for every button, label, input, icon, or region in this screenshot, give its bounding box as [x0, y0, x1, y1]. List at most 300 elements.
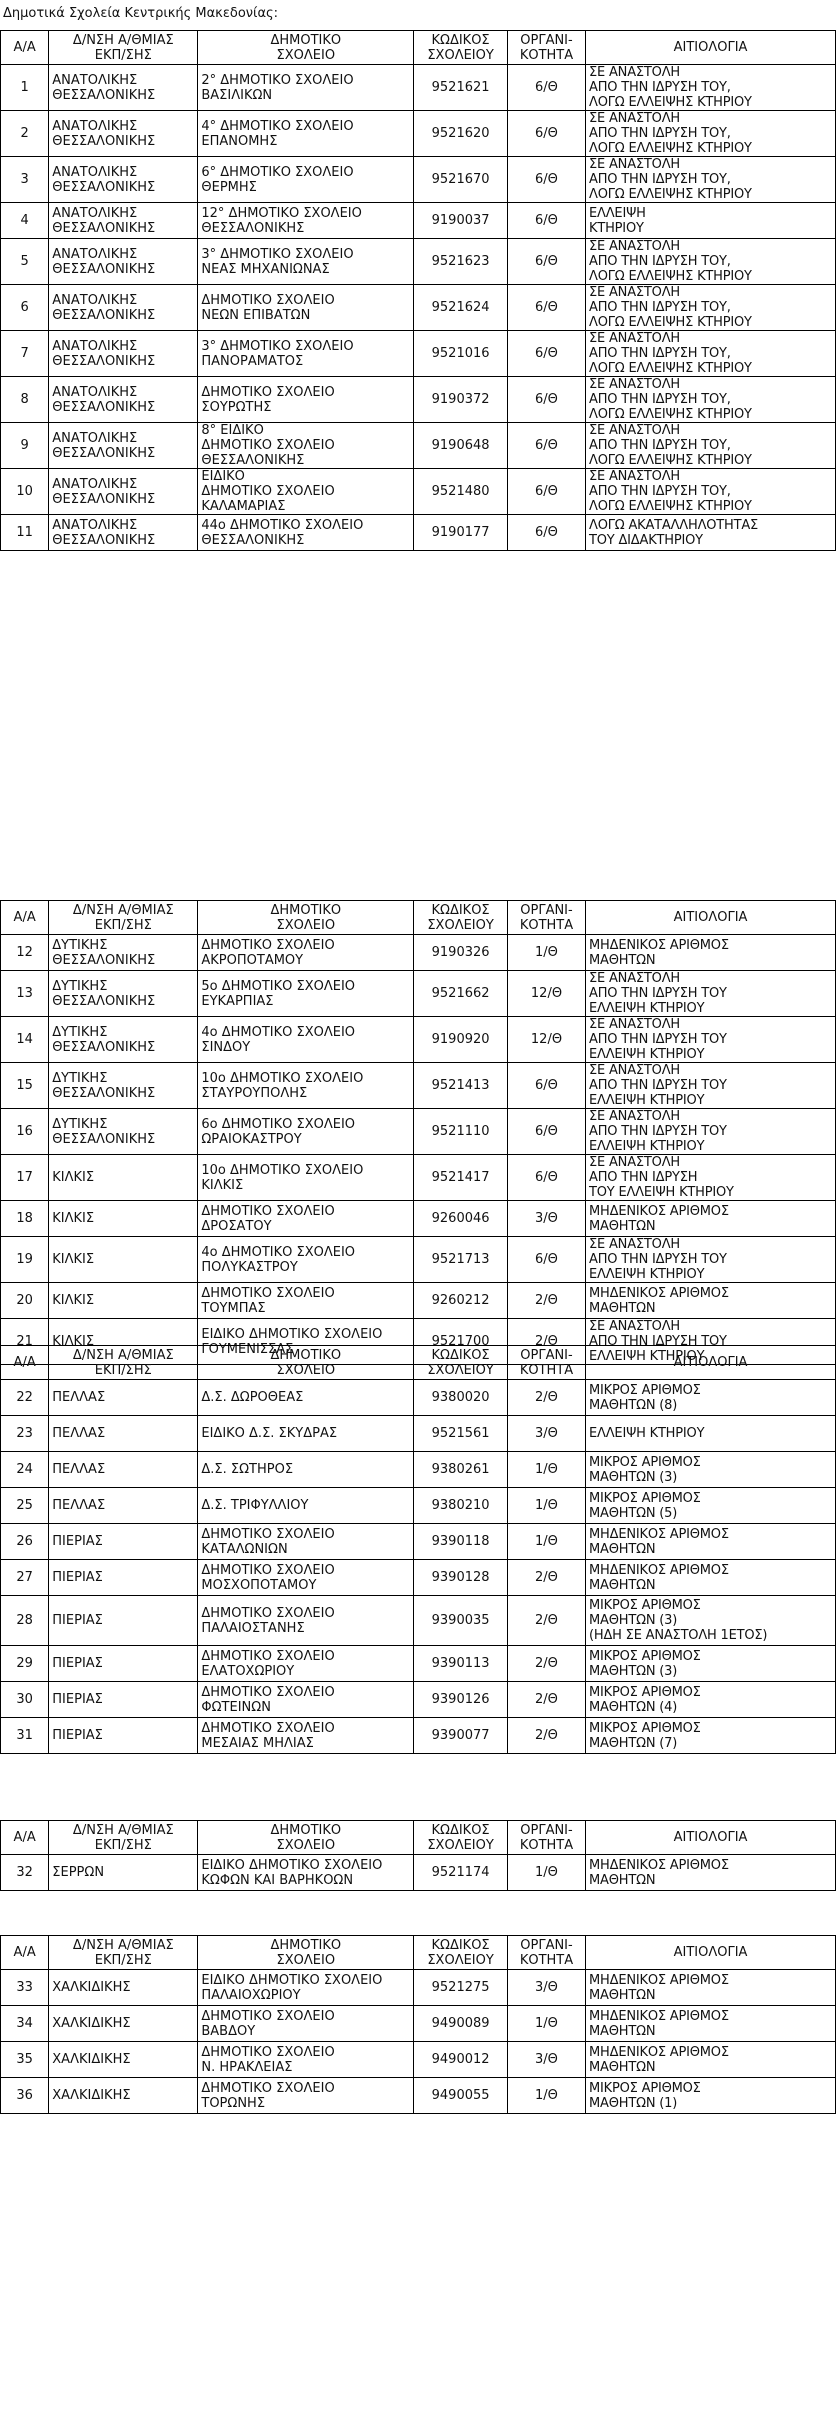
- table-row: [1, 377, 836, 423]
- organicity: 2/Θ: [507, 1380, 585, 1416]
- table-row: [1, 1201, 836, 1237]
- cell-line: ΣΟΥΡΩΤΗΣ: [201, 399, 272, 415]
- directorate: [49, 203, 198, 239]
- cell-line: ΚΙΛΚΙΣ: [52, 1334, 95, 1349]
- reason: [586, 1646, 836, 1682]
- school-name: [198, 285, 414, 331]
- school-code: 9390126: [414, 1682, 508, 1718]
- cell-line: ΑΠΟ ΤΗΝ ΙΔΡΥΣΗ ΤΟΥ: [589, 1124, 727, 1139]
- cell-line: ΑΠΟ ΤΗΝ ΙΔΡΥΣΗ ΤΟΥ,: [589, 484, 731, 499]
- school-code: 9521174: [414, 1855, 508, 1891]
- row-number: 31: [1, 1718, 49, 1754]
- cell-line: ΕΚΠ/ΣΗΣ: [94, 1952, 152, 1968]
- header-directorate: [49, 1346, 198, 1380]
- school-code: 9390118: [414, 1524, 508, 1560]
- row-number: 21: [1, 1319, 49, 1365]
- table-row: [1, 1524, 836, 1560]
- cell-line: ΣΕ ΑΝΑΣΤΟΛΗ: [589, 331, 680, 346]
- cell-line: ΦΩΤΕΙΝΩΝ: [201, 1699, 271, 1715]
- school-code: 9521275: [414, 1970, 508, 2006]
- reason: [586, 971, 836, 1017]
- reason: [586, 1682, 836, 1718]
- cell-line: (ΗΔΗ ΣΕ ΑΝΑΣΤΟΛΗ 1ΕΤΟΣ): [589, 1628, 768, 1643]
- row-number: 35: [1, 2042, 49, 2078]
- cell-line: ΑΠΟ ΤΗΝ ΙΔΡΥΣΗ ΤΟΥ,: [589, 172, 731, 187]
- cell-line: ΑΚΡΟΠΟΤΑΜΟΥ: [201, 952, 304, 968]
- cell-line: ΟΡΓΑΝΙ-: [520, 1347, 573, 1363]
- school-name: [198, 1596, 414, 1646]
- cell-line: 3° ΔΗΜΟΤΙΚΟ ΣΧΟΛΕΙΟ: [201, 338, 354, 354]
- school-name: [198, 469, 414, 515]
- row-number: 6: [1, 285, 49, 331]
- reason: [586, 1380, 836, 1416]
- cell-line: ΕΛΛΕΙΨΗ ΚΤΗΡΙΟΥ: [589, 1426, 705, 1441]
- organicity: 6/Θ: [507, 1155, 585, 1201]
- school-name: [198, 935, 414, 971]
- cell-line: ΚΩΔΙΚΟΣ: [431, 1937, 490, 1953]
- cell-line: 8° ΕΙΔΙΚΟ: [201, 423, 264, 438]
- school-name: [198, 1109, 414, 1155]
- header-aa: Α/Α: [1, 1821, 49, 1855]
- directorate: [49, 285, 198, 331]
- cell-line: ΕΛΑΤΟΧΩΡΙΟΥ: [201, 1663, 295, 1679]
- cell-line: ΕΥΚΑΡΠΙΑΣ: [201, 993, 274, 1009]
- cell-line: ΜΑΘΗΤΩΝ: [589, 1577, 656, 1593]
- cell-line: ΜΑΘΗΤΩΝ: [589, 1872, 656, 1888]
- row-number: 16: [1, 1109, 49, 1155]
- cell-line: ΛΟΓΩ ΕΛΛΕΙΨΗΣ ΚΤΗΡΙΟΥ: [589, 315, 752, 330]
- school-code: 9521700: [414, 1319, 508, 1365]
- cell-line: ΚΟΤΗΤΑ: [519, 47, 574, 63]
- cell-line: ΕΛΛΕΙΨΗ ΚΤΗΡΙΟΥ: [589, 1093, 705, 1108]
- cell-line: ΣΧΟΛΕΙΟ: [276, 1952, 336, 1968]
- school-name: [198, 331, 414, 377]
- cell-line: ΔΗΜΟΤΙΚΟ ΣΧΟΛΕΙΟ: [201, 937, 335, 953]
- cell-line: ΣΤΑΥΡΟΥΠΟΛΗΣ: [201, 1085, 308, 1101]
- school-code: 9521670: [414, 157, 508, 203]
- school-code: 9380020: [414, 1380, 508, 1416]
- table-header-row: [1, 1346, 836, 1380]
- school-name: [198, 203, 414, 239]
- row-number: 32: [1, 1855, 49, 1891]
- reason: [586, 1109, 836, 1155]
- cell-line: ΑΝΑΤΟΛΙΚΗΣ: [52, 246, 138, 262]
- directorate: [49, 157, 198, 203]
- cell-line: ΚΑΛΑΜΑΡΙΑΣ: [201, 499, 286, 514]
- school-code: 9521621: [414, 65, 508, 111]
- header-directorate: [49, 1936, 198, 1970]
- cell-line: ΜΗΔΕΝΙΚΟΣ ΑΡΙΘΜΟΣ: [589, 937, 729, 953]
- row-number: 8: [1, 377, 49, 423]
- cell-line: ΜΙΚΡΟΣ ΑΡΙΘΜΟΣ: [589, 1490, 701, 1506]
- reason: [586, 423, 836, 469]
- school-name: [198, 65, 414, 111]
- organicity: 6/Θ: [507, 1109, 585, 1155]
- organicity: 1/Θ: [507, 1488, 585, 1524]
- table-row: [1, 935, 836, 971]
- school-name: [198, 1682, 414, 1718]
- cell-line: ΔΡΟΣΑΤΟΥ: [201, 1218, 272, 1234]
- header-organicity: [507, 1346, 585, 1380]
- directorate: [49, 1524, 198, 1560]
- cell-line: ΚΙΛΚΙΣ: [52, 1170, 95, 1185]
- cell-line: ΔΗΜΟΤΙΚΟ ΣΧΟΛΕΙΟ: [201, 1605, 335, 1621]
- cell-line: ΘΕΣΣΑΛΟΝΙΚΗΣ: [52, 491, 156, 507]
- header-code: [414, 1821, 508, 1855]
- table-row: [1, 111, 836, 157]
- cell-line: ΜΙΚΡΟΣ ΑΡΙΘΜΟΣ: [589, 1720, 701, 1736]
- cell-line: ΣΕ ΑΝΑΣΤΟΛΗ: [589, 111, 680, 126]
- table-row: [1, 2006, 836, 2042]
- cell-line: ΕΚΠ/ΣΗΣ: [94, 47, 152, 63]
- school-code: 9521561: [414, 1416, 508, 1452]
- organicity: 6/Θ: [507, 111, 585, 157]
- cell-line: ΘΕΣΣΑΛΟΝΙΚΗΣ: [201, 220, 305, 236]
- cell-line: ΘΕΣΣΑΛΟΝΙΚΗΣ: [52, 133, 156, 149]
- cell-line: ΛΟΓΩ ΕΛΛΕΙΨΗΣ ΚΤΗΡΙΟΥ: [589, 95, 752, 110]
- cell-line: ΘΕΣΣΑΛΟΝΙΚΗΣ: [52, 952, 156, 968]
- cell-line: ΜΑΘΗΤΩΝ (7): [589, 1735, 678, 1751]
- header-reason: ΑΙΤΙΟΛΟΓΙΑ: [586, 1936, 836, 1970]
- cell-line: ΘΕΣΣΑΛΟΝΙΚΗΣ: [52, 1131, 156, 1147]
- school-code: 9190326: [414, 935, 508, 971]
- cell-line: ΑΝΑΤΟΛΙΚΗΣ: [52, 118, 138, 134]
- cell-line: ΑΠΟ ΤΗΝ ΙΔΡΥΣΗ ΤΟΥ: [589, 1334, 727, 1349]
- header-aa: Α/Α: [1, 1346, 49, 1380]
- directorate: [49, 2078, 198, 2114]
- cell-line: ΛΟΓΩ ΕΛΛΕΙΨΗΣ ΚΤΗΡΙΟΥ: [589, 187, 752, 202]
- school-name: [198, 1524, 414, 1560]
- cell-line: ΜΑΘΗΤΩΝ (3): [589, 1469, 678, 1485]
- school-table: [0, 900, 836, 1365]
- header-organicity: [507, 1821, 585, 1855]
- cell-line: ΣΕ ΑΝΑΣΤΟΛΗ: [589, 1237, 680, 1252]
- cell-line: ΘΕΣΣΑΛΟΝΙΚΗΣ: [201, 532, 305, 548]
- reason: [586, 1017, 836, 1063]
- cell-line: ΜΗΔΕΝΙΚΟΣ ΑΡΙΘΜΟΣ: [589, 2044, 729, 2060]
- cell-line: ΑΠΟ ΤΗΝ ΙΔΡΥΣΗ: [589, 1170, 698, 1185]
- cell-line: ΔΗΜΟΤΙΚΟ ΣΧΟΛΕΙΟ: [201, 1285, 335, 1301]
- cell-line: Ν. ΗΡΑΚΛΕΙΑΣ: [201, 2059, 293, 2075]
- directorate: [49, 469, 198, 515]
- cell-line: ΚΙΛΚΙΣ: [201, 1177, 244, 1193]
- school-code: 9490055: [414, 2078, 508, 2114]
- directorate: [49, 1970, 198, 2006]
- cell-line: ΔΥΤΙΚΗΣ: [52, 978, 108, 994]
- reason: [586, 1283, 836, 1319]
- cell-line: ΚΤΗΡΙΟΥ: [589, 220, 644, 236]
- table-row: [1, 423, 836, 469]
- cell-line: ΔΗΜΟΤΙΚΟ ΣΧΟΛΕΙΟ: [201, 1648, 335, 1664]
- cell-line: ΕΙΔΙΚΟ ΔΗΜΟΤΙΚΟ ΣΧΟΛΕΙΟ: [201, 1972, 383, 1988]
- cell-line: ΑΠΟ ΤΗΝ ΙΔΡΥΣΗ ΤΟΥ,: [589, 346, 731, 361]
- cell-line: ΔΥΤΙΚΗΣ: [52, 1024, 108, 1040]
- cell-line: ΜΑΘΗΤΩΝ: [589, 1218, 656, 1234]
- school-name: [198, 1416, 414, 1452]
- cell-line: ΣΧΟΛΕΙΟΥ: [427, 1362, 494, 1378]
- cell-line: ΣΕ ΑΝΑΣΤΟΛΗ: [589, 239, 680, 254]
- school-name: [198, 1155, 414, 1201]
- cell-line: ΚΙΛΚΙΣ: [52, 1211, 95, 1226]
- row-number: 22: [1, 1380, 49, 1416]
- directorate: [49, 935, 198, 971]
- organicity: 3/Θ: [507, 1201, 585, 1237]
- header-reason: ΑΙΤΙΟΛΟΓΙΑ: [586, 1346, 836, 1380]
- organicity: 6/Θ: [507, 331, 585, 377]
- cell-line: ΣΧΟΛΕΙΟ: [276, 1837, 336, 1853]
- table-row: [1, 1283, 836, 1319]
- header-directorate: [49, 31, 198, 65]
- header-directorate: [49, 901, 198, 935]
- cell-line: ΜΗΔΕΝΙΚΟΣ ΑΡΙΘΜΟΣ: [589, 1562, 729, 1578]
- cell-line: ΜΟΣΧΟΠΟΤΑΜΟΥ: [201, 1577, 317, 1593]
- reason: [586, 239, 836, 285]
- reason: [586, 1452, 836, 1488]
- table-row: [1, 971, 836, 1017]
- cell-line: 6ο ΔΗΜΟΤΙΚΟ ΣΧΟΛΕΙΟ: [201, 1116, 356, 1132]
- cell-line: ΣΧΟΛΕΙΟ: [276, 1362, 336, 1378]
- cell-line: ΛΟΓΩ ΕΛΛΕΙΨΗΣ ΚΤΗΡΙΟΥ: [589, 499, 752, 514]
- school-table: [0, 30, 836, 551]
- directorate: [49, 1718, 198, 1754]
- table-row: [1, 1452, 836, 1488]
- cell-line: ΔΗΜΟΤΙΚΟ: [270, 1822, 342, 1838]
- cell-line: ΜΙΚΡΟΣ ΑΡΙΘΜΟΣ: [589, 1454, 701, 1470]
- cell-line: ΠΙΕΡΙΑΣ: [52, 1728, 103, 1743]
- school-code: 9521110: [414, 1109, 508, 1155]
- reason: [586, 1560, 836, 1596]
- cell-line: ΔΗΜΟΤΙΚΟ ΣΧΟΛΕΙΟ: [201, 2008, 335, 2024]
- school-name: [198, 1646, 414, 1682]
- header-reason: ΑΙΤΙΟΛΟΓΙΑ: [586, 1821, 836, 1855]
- organicity: 1/Θ: [507, 2078, 585, 2114]
- school-name: [198, 1718, 414, 1754]
- school-name: [198, 239, 414, 285]
- cell-line: ΔΥΤΙΚΗΣ: [52, 937, 108, 953]
- directorate: [49, 1380, 198, 1416]
- school-name: [198, 1380, 414, 1416]
- cell-line: 44ο ΔΗΜΟΤΙΚΟ ΣΧΟΛΕΙΟ: [201, 517, 364, 533]
- row-number: 5: [1, 239, 49, 285]
- cell-line: ΑΠΟ ΤΗΝ ΙΔΡΥΣΗ ΤΟΥ,: [589, 80, 731, 95]
- cell-line: ΣΕ ΑΝΑΣΤΟΛΗ: [589, 1063, 680, 1078]
- cell-line: ΒΑΒΔΟΥ: [201, 2023, 256, 2039]
- header-aa: Α/Α: [1, 1936, 49, 1970]
- organicity: 12/Θ: [507, 1017, 585, 1063]
- organicity: 6/Θ: [507, 515, 585, 551]
- directorate: [49, 1237, 198, 1283]
- directorate: [49, 377, 198, 423]
- cell-line: ΕΛΛΕΙΨΗ ΚΤΗΡΙΟΥ: [589, 1001, 705, 1016]
- reason: [586, 331, 836, 377]
- table-row: [1, 331, 836, 377]
- school-code: 9521016: [414, 331, 508, 377]
- cell-line: ΔΗΜΟΤΙΚΟ ΣΧΟΛΕΙΟ: [201, 1526, 335, 1542]
- directorate: [49, 1452, 198, 1488]
- organicity: 3/Θ: [507, 1970, 585, 2006]
- table-row: [1, 1646, 836, 1682]
- cell-line: ΜΑΘΗΤΩΝ: [589, 1300, 656, 1316]
- school-name: [198, 157, 414, 203]
- cell-line: ΠΙΕΡΙΑΣ: [52, 1656, 103, 1671]
- row-number: 15: [1, 1063, 49, 1109]
- organicity: 2/Θ: [507, 1682, 585, 1718]
- header-aa: Α/Α: [1, 31, 49, 65]
- row-number: 34: [1, 2006, 49, 2042]
- cell-line: ΠΙΕΡΙΑΣ: [52, 1570, 103, 1585]
- directorate: [49, 2042, 198, 2078]
- header-reason: ΑΙΤΙΟΛΟΓΙΑ: [586, 901, 836, 935]
- cell-line: ΔΗΜΟΤΙΚΟ: [270, 32, 342, 48]
- row-number: 18: [1, 1201, 49, 1237]
- cell-line: ΘΕΣΣΑΛΟΝΙΚΗΣ: [52, 1039, 156, 1055]
- cell-line: ΣΕ ΑΝΑΣΤΟΛΗ: [589, 469, 680, 484]
- cell-line: ΚΙΛΚΙΣ: [52, 1293, 95, 1308]
- table-row: [1, 1718, 836, 1754]
- cell-line: Δ/ΝΣΗ Α/ΘΜΙΑΣ: [72, 1822, 174, 1838]
- cell-line: ΧΑΛΚΙΔΙΚΗΣ: [52, 2052, 131, 2067]
- organicity: 6/Θ: [507, 377, 585, 423]
- cell-line: Δ.Σ. ΔΩΡΟΘΕΑΣ: [201, 1390, 304, 1405]
- reason: [586, 157, 836, 203]
- school-table: [0, 1820, 836, 1891]
- reason: [586, 1596, 836, 1646]
- directorate: [49, 1283, 198, 1319]
- reason: [586, 1855, 836, 1891]
- cell-line: ΣΕ ΑΝΑΣΤΟΛΗ: [589, 1319, 680, 1334]
- organicity: 6/Θ: [507, 203, 585, 239]
- table-row: [1, 1596, 836, 1646]
- cell-line: ΔΗΜΟΤΙΚΟ ΣΧΟΛΕΙΟ: [201, 292, 335, 308]
- reason: [586, 65, 836, 111]
- cell-line: ΑΠΟ ΤΗΝ ΙΔΡΥΣΗ ΤΟΥ: [589, 1032, 727, 1047]
- directorate: [49, 2006, 198, 2042]
- table-row: [1, 1237, 836, 1283]
- cell-line: ΚΩΔΙΚΟΣ: [431, 902, 490, 918]
- cell-line: ΛΟΓΩ ΑΚΑΤΑΛΛΗΛΟΤΗΤΑΣ: [589, 517, 759, 533]
- cell-line: ΣΕ ΑΝΑΣΤΟΛΗ: [589, 285, 680, 300]
- cell-line: ΔΗΜΟΤΙΚΟ ΣΧΟΛΕΙΟ: [201, 1720, 335, 1736]
- cell-line: ΣΕ ΑΝΑΣΤΟΛΗ: [589, 971, 680, 986]
- cell-line: ΠΙΕΡΙΑΣ: [52, 1534, 103, 1549]
- cell-line: ΑΠΟ ΤΗΝ ΙΔΡΥΣΗ ΤΟΥ: [589, 986, 727, 1001]
- cell-line: ΔΥΤΙΚΗΣ: [52, 1070, 108, 1086]
- table-header-row: [1, 901, 836, 935]
- cell-line: ΑΠΟ ΤΗΝ ΙΔΡΥΣΗ ΤΟΥ,: [589, 300, 731, 315]
- cell-line: ΜΗΔΕΝΙΚΟΣ ΑΡΙΘΜΟΣ: [589, 1857, 729, 1873]
- school-table: [0, 1345, 836, 1754]
- cell-line: ΓΟΥΜΕΝΙΣΣΑΣ: [201, 1341, 294, 1357]
- cell-line: ΘΕΣΣΑΛΟΝΙΚΗΣ: [52, 220, 156, 236]
- cell-line: ΕΙΔΙΚΟ ΔΗΜΟΤΙΚΟ ΣΧΟΛΕΙΟ: [201, 1326, 383, 1342]
- reason: [586, 285, 836, 331]
- cell-line: ΔΗΜΟΤΙΚΟ ΣΧΟΛΕΙΟ: [201, 1203, 335, 1219]
- organicity: 2/Θ: [507, 1283, 585, 1319]
- cell-line: ΘΕΣΣΑΛΟΝΙΚΗΣ: [201, 453, 305, 468]
- cell-line: ΒΑΣΙΛΙΚΩΝ: [201, 87, 273, 103]
- row-number: 23: [1, 1416, 49, 1452]
- cell-line: ΜΑΘΗΤΩΝ: [589, 2059, 656, 2075]
- cell-line: ΣΧΟΛΕΙΟ: [276, 47, 336, 63]
- directorate: [49, 971, 198, 1017]
- school-code: 9260212: [414, 1283, 508, 1319]
- reason: [586, 1063, 836, 1109]
- row-number: 20: [1, 1283, 49, 1319]
- table-header-row: [1, 1936, 836, 1970]
- table-row: [1, 285, 836, 331]
- cell-line: ΠΕΛΛΑΣ: [52, 1390, 106, 1405]
- cell-line: ΜΑΘΗΤΩΝ (5): [589, 1505, 678, 1521]
- cell-line: Δ/ΝΣΗ Α/ΘΜΙΑΣ: [72, 902, 174, 918]
- cell-line: ΜΗΔΕΝΙΚΟΣ ΑΡΙΘΜΟΣ: [589, 1972, 729, 1988]
- directorate: [49, 1017, 198, 1063]
- cell-line: ΕΚΠ/ΣΗΣ: [94, 1837, 152, 1853]
- cell-line: ΚΩΔΙΚΟΣ: [431, 1822, 490, 1838]
- school-code: 9521713: [414, 1237, 508, 1283]
- cell-line: ΑΠΟ ΤΗΝ ΙΔΡΥΣΗ ΤΟΥ,: [589, 254, 731, 269]
- row-number: 11: [1, 515, 49, 551]
- cell-line: ΣΙΝΔΟΥ: [201, 1039, 251, 1055]
- organicity: 6/Θ: [507, 157, 585, 203]
- directorate: [49, 239, 198, 285]
- directorate: [49, 1596, 198, 1646]
- cell-line: ΕΛΛΕΙΨΗ: [589, 205, 646, 221]
- row-number: 1: [1, 65, 49, 111]
- cell-line: ΕΙΔΙΚΟ ΔΗΜΟΤΙΚΟ ΣΧΟΛΕΙΟ: [201, 1857, 383, 1873]
- row-number: 14: [1, 1017, 49, 1063]
- school-name: [198, 1855, 414, 1891]
- school-name: [198, 2042, 414, 2078]
- cell-line: ΜΕΣΑΙΑΣ ΜΗΛΙΑΣ: [201, 1735, 314, 1751]
- school-table: [0, 1935, 836, 2114]
- cell-line: ΔΗΜΟΤΙΚΟ: [270, 1347, 342, 1363]
- cell-line: ΑΝΑΤΟΛΙΚΗΣ: [52, 517, 138, 533]
- cell-line: ΘΕΣΣΑΛΟΝΙΚΗΣ: [52, 179, 156, 195]
- reason: [586, 1524, 836, 1560]
- directorate: [49, 65, 198, 111]
- cell-line: ΚΩΦΩΝ ΚΑΙ ΒΑΡΗΚΟΩΝ: [201, 1872, 354, 1888]
- table-row: [1, 1855, 836, 1891]
- cell-line: ΜΙΚΡΟΣ ΑΡΙΘΜΟΣ: [589, 2080, 701, 2096]
- table-row: [1, 1380, 836, 1416]
- cell-line: ΛΟΓΩ ΕΛΛΕΙΨΗΣ ΚΤΗΡΙΟΥ: [589, 361, 752, 376]
- cell-line: ΣΧΟΛΕΙΟΥ: [427, 1837, 494, 1853]
- organicity: 1/Θ: [507, 1452, 585, 1488]
- organicity: 1/Θ: [507, 1524, 585, 1560]
- directorate: [49, 1201, 198, 1237]
- table-row: [1, 1155, 836, 1201]
- row-number: 26: [1, 1524, 49, 1560]
- cell-line: Δ/ΝΣΗ Α/ΘΜΙΑΣ: [72, 1347, 174, 1363]
- school-code: 9390077: [414, 1718, 508, 1754]
- cell-line: ΕΙΔΙΚΟ: [201, 469, 245, 484]
- cell-line: 5ο ΔΗΜΟΤΙΚΟ ΣΧΟΛΕΙΟ: [201, 978, 356, 994]
- table-row: [1, 2042, 836, 2078]
- table-row: [1, 1560, 836, 1596]
- cell-line: ΘΕΣΣΑΛΟΝΙΚΗΣ: [52, 307, 156, 323]
- reason: [586, 469, 836, 515]
- cell-line: ΣΧΟΛΕΙΟΥ: [427, 47, 494, 63]
- header-organicity: [507, 1936, 585, 1970]
- organicity: 3/Θ: [507, 2042, 585, 2078]
- school-name: [198, 1970, 414, 2006]
- header-code: [414, 901, 508, 935]
- cell-line: Δ/ΝΣΗ Α/ΘΜΙΑΣ: [72, 32, 174, 48]
- table-row: [1, 1682, 836, 1718]
- school-code: 9521417: [414, 1155, 508, 1201]
- row-number: 9: [1, 423, 49, 469]
- cell-line: ΟΡΓΑΝΙ-: [520, 32, 573, 48]
